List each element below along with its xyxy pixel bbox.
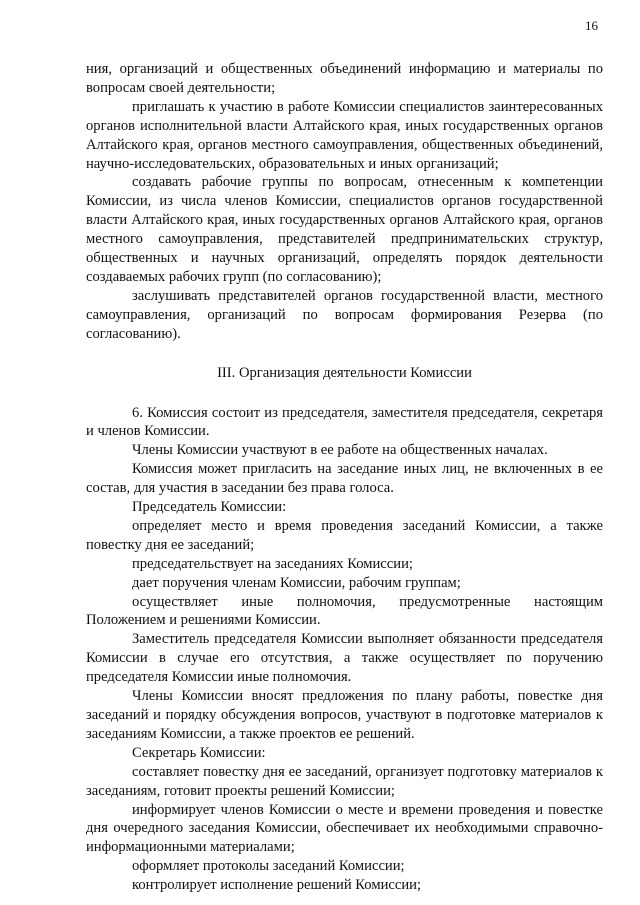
paragraph: заслушивать представителей органов государственной власти, местного самоуправления, организаций по вопросам формирования Резерва (по согласованию). xyxy=(86,287,603,342)
paragraph: ния, организаций и общественных объединений информацию и материалы по вопросам своей деятельности; xyxy=(86,61,603,96)
paragraph: Комиссия может пригласить на заседание иных лиц, не включенных в ее состав, для участия в заседании без права голоса. xyxy=(86,461,603,497)
page-number: 16 xyxy=(585,18,598,33)
paragraph: контролирует исполнение решений Комиссии; xyxy=(132,877,422,894)
paragraph: 6. Комиссия состоит из председателя, заместителя председателя, секретаря и членов Комиссии. xyxy=(86,404,603,440)
paragraph: Заместитель председателя Комиссии выполняет обязанности председателя Комиссии в случае его отсутствия, а также осуществляет по поручению председателя Комиссии иные полномочия. xyxy=(86,631,603,686)
paragraph: приглашать к участию в работе Комиссии специалистов заинтересованных органов исполнительной власти Алтайского края, иных государственных органов Алтайского края, органов местного самоуправления, общественных объединений, научно-исследовательских, образовательных и иных организаций; xyxy=(86,98,603,172)
top-paragraphs xyxy=(86,60,603,344)
paragraph: составляет повестку дня ее заседаний, организует подготовку материалов к заседаниям, готовит проекты решений Комиссии; xyxy=(86,763,603,799)
paragraph: Члены Комиссии участвуют в ее работе на общественных началах. xyxy=(132,442,548,459)
paragraph: создавать рабочие группы по вопросам, отнесенным к компетенции Комиссии, из числа членов Комиссии, специалистов органов государственной власти Алтайского края, иных государственных органов Алтайского края, органов местного самоуправления, представителей предпринимательских структур, общественных и научных организаций, определять порядок деятельности создаваемых рабочих групп (по согласованию); xyxy=(86,174,603,285)
paragraph: информирует членов Комиссии о месте и времени проведения и повестке дня очередного заседания Комиссии, обеспечивает их необходимыми справочно-информационными материалами; xyxy=(86,801,603,856)
section-heading: III. Организация деятельности Комиссии xyxy=(217,364,472,381)
paragraph: председательствует на заседаниях Комиссии; xyxy=(132,555,413,572)
paragraph: Члены Комиссии вносят предложения по плану работы, повестке дня заседаний и порядку обсуждения вопросов, участвуют в подготовке материалов к заседаниям Комиссии, а также проектов ее решений. xyxy=(86,688,603,742)
paragraph: Председатель Комиссии: xyxy=(132,499,287,516)
document-body xyxy=(86,60,603,895)
paragraph: осуществляет иные полномочия, предусмотренные настоящим Положением и решениями Комиссии. xyxy=(86,593,603,629)
section-paragraphs xyxy=(86,404,603,896)
paragraph: Секретарь Комиссии: xyxy=(132,744,266,761)
paragraph: дает поручения членам Комиссии, рабочим группам; xyxy=(132,574,461,591)
paragraph: определяет место и время проведения заседаний Комиссии, а также повестку дня ее заседаний; xyxy=(86,517,603,553)
paragraph: оформляет протоколы заседаний Комиссии; xyxy=(132,858,405,875)
